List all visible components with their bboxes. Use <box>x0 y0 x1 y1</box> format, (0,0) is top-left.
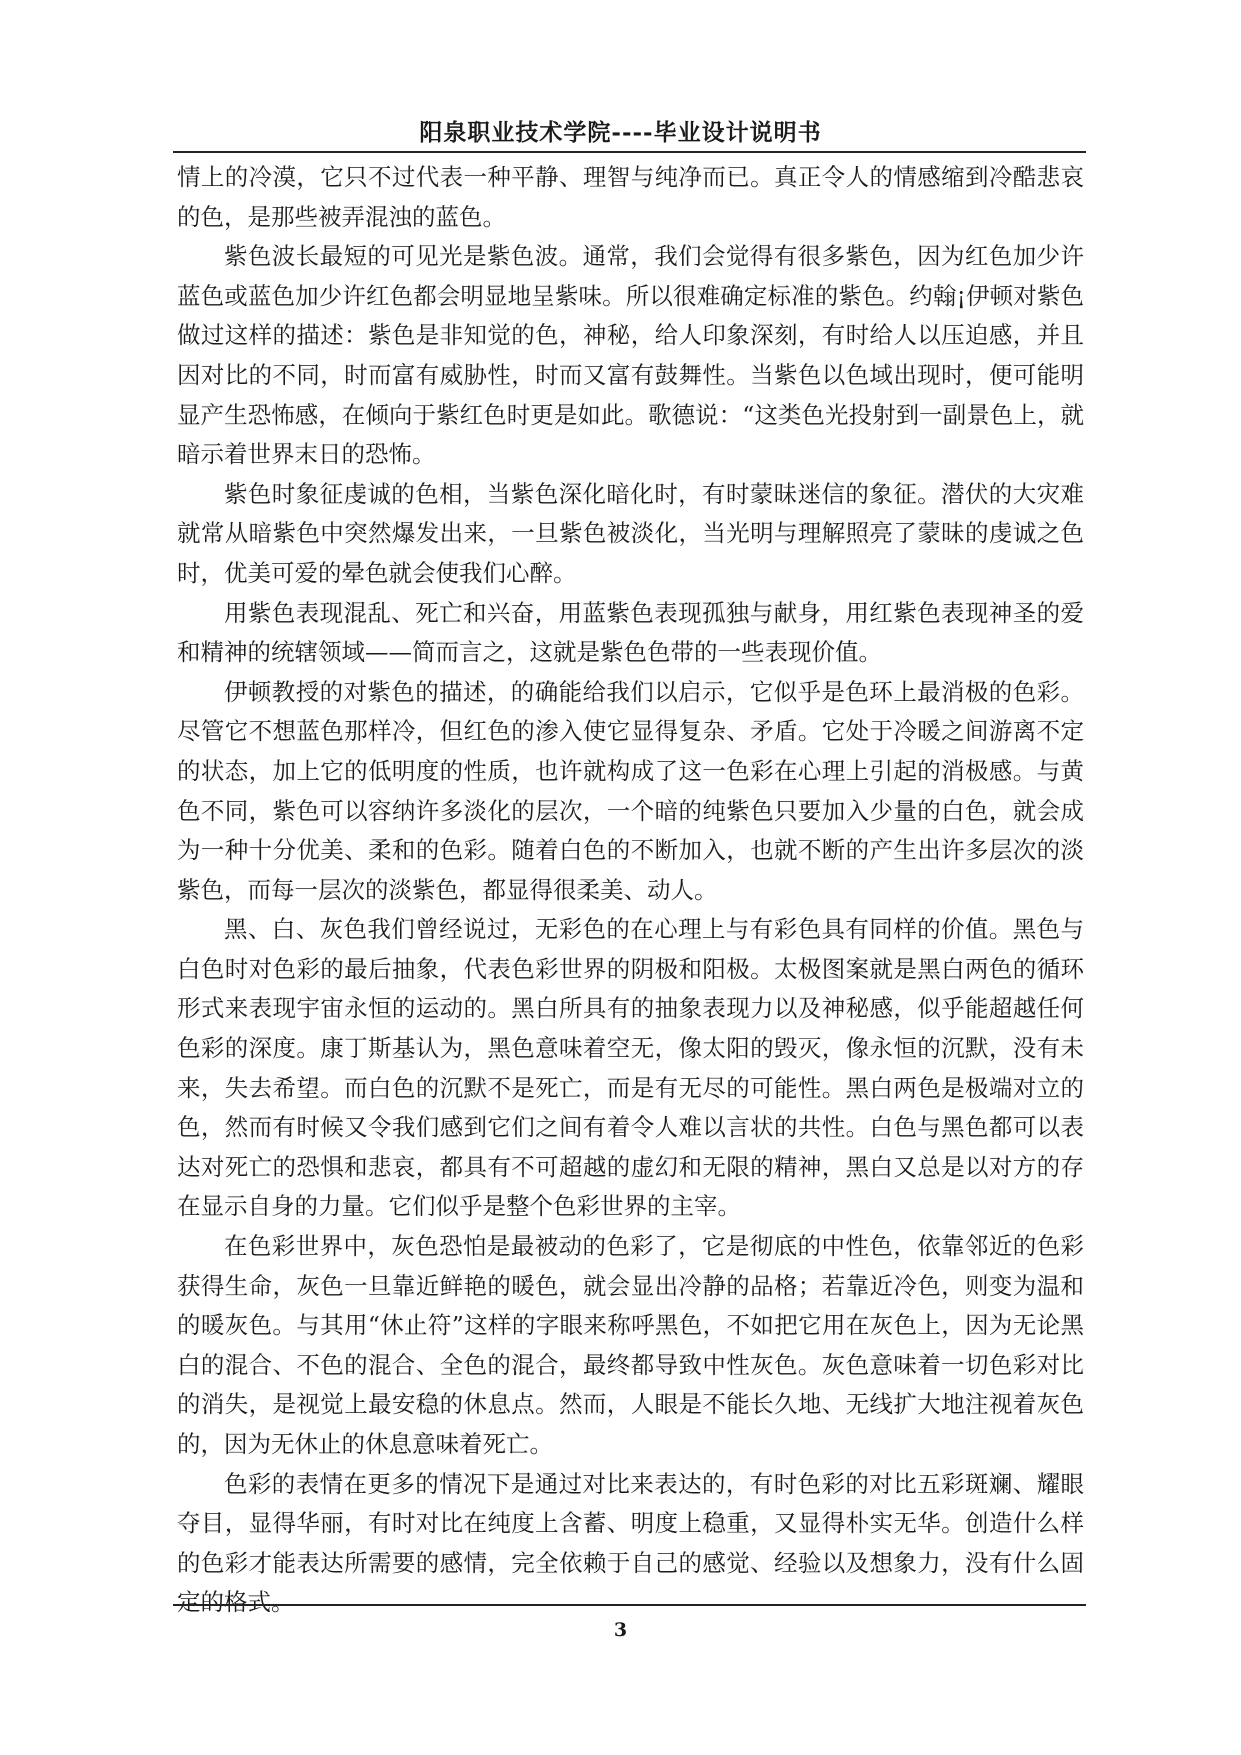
paragraph: 黑、白、灰色我们曾经说过，无彩色的在心理上与有彩色具有同样的价值。黑色与白色时对色彩的最后抽象，代表色彩世界的阴极和阳极。太极图案就是黑白两色的循环形式来表现宇宙永恒的运动的。黑白所具有的抽象表现力以及神秘感，似乎能超越任何色彩的深度。康丁斯基认为，黑色意味着空无，像太阳的毁灭，像永恒的沉默，没有未来，失去希望。而白色的沉默不是死亡，而是有无尽的可能性。黑白两色是极端对立的色，然而有时候又令我们感到它们之间有着令人难以言状的共性。白色与黑色都可以表达对死亡的恐惧和悲哀，都具有不可超越的虚幻和无限的精神，黑白又总是以对方的存在显示自身的力量。它们似乎是整个色彩世界的主宰。 <box>177 915 1084 1221</box>
footer-divider <box>173 1604 1086 1606</box>
header-divider <box>173 151 1086 153</box>
paragraph: 情上的冷漠，它只不过代表一种平静、理智与纯净而已。真正令人的情感缩到冷酷悲哀的色，是那些被弄混浊的蓝色。 <box>177 163 1084 231</box>
paragraph: 紫色时象征虔诚的色相，当紫色深化暗化时，有时蒙昧迷信的象征。潜伏的大灾难就常从暗紫色中突然爆发出来，一旦紫色被淡化，当光明与理解照亮了蒙昧的虔诚之色时，优美可爱的晕色就会使我们心醉。 <box>177 479 1084 587</box>
paragraph: 用紫色表现混乱、死亡和兴奋，用蓝紫色表现孤独与献身，用红紫色表现神圣的爱和精神的统辖领域——简而言之，这就是紫色色带的一些表现价值。 <box>177 598 1084 667</box>
page-number: 3 <box>613 1619 628 1641</box>
paragraph: 伊顿教授的对紫色的描述，的确能给我们以启示，它似乎是色环上最消极的色彩。尽管它不想蓝色那样冷，但红色的渗入使它显得复杂、矛盾。它处于冷暖之间游离不定的状态，加上它的低明度的性质，也许就构成了这一色彩在心理上引起的消极感。与黄色不同，紫色可以容纳许多淡化的层次，一个暗的纯紫色只要加入少量的白色，就会成为一种十分优美、柔和的色彩。随着白色的不断加入，也就不断的产生出许多层次的淡紫色，而每一层次的淡紫色，都显得很柔美、动人。 <box>177 677 1084 904</box>
paragraph: 紫色波长最短的可见光是紫色波。通常，我们会觉得有很多紫色，因为红色加少许蓝色或蓝色加少许红色都会明显地呈紫味。所以很难确定标准的紫色。约翰¡伊顿对紫色做过这样的描述：紫色是非知觉的色，神秘，给人印象深刻，有时给人以压迫感，并且因对比的不同，时而富有威胁性，时而又富有鼓舞性。当紫色以色域出现时，便可能明显产生恐怖感，在倾向于紫红色时更是如此。歌德说：“这类色光投射到一副景色上，就暗示着世界末日的恐怖。 <box>177 242 1084 469</box>
document-header-title: 阳泉职业技术学院----毕业设计说明书 <box>419 119 822 146</box>
paragraph: 在色彩世界中，灰色恐怕是最被动的色彩了，它是彻底的中性色，依靠邻近的色彩获得生命，灰色一旦靠近鲜艳的暖色，就会显出冷静的品格；若靠近冷色，则变为温和的暖灰色。与其用“休止符”这样的字眼来称呼黑色，不如把它用在灰色上，因为无论黑白的混合、不色的混合、全色的混合，最终都导致中性灰色。灰色意味着一切色彩对比的消失，是视觉上最安稳的休息点。然而，人眼是不能长久地、无线扩大地注视着灰色的，因为无休止的休息意味着死亡。 <box>177 1232 1084 1458</box>
document-body <box>177 158 1084 1623</box>
paragraph: 色彩的表情在更多的情况下是通过对比来表达的，有时色彩的对比五彩斑斓、耀眼夺目，显得华丽，有时对比在纯度上含蓄、明度上稳重，又显得朴实无华。创造什么样的色彩才能表达所需要的感情，完全依赖于自己的感觉、经验以及想象力，没有什么固定的格式。 <box>177 1469 1084 1617</box>
